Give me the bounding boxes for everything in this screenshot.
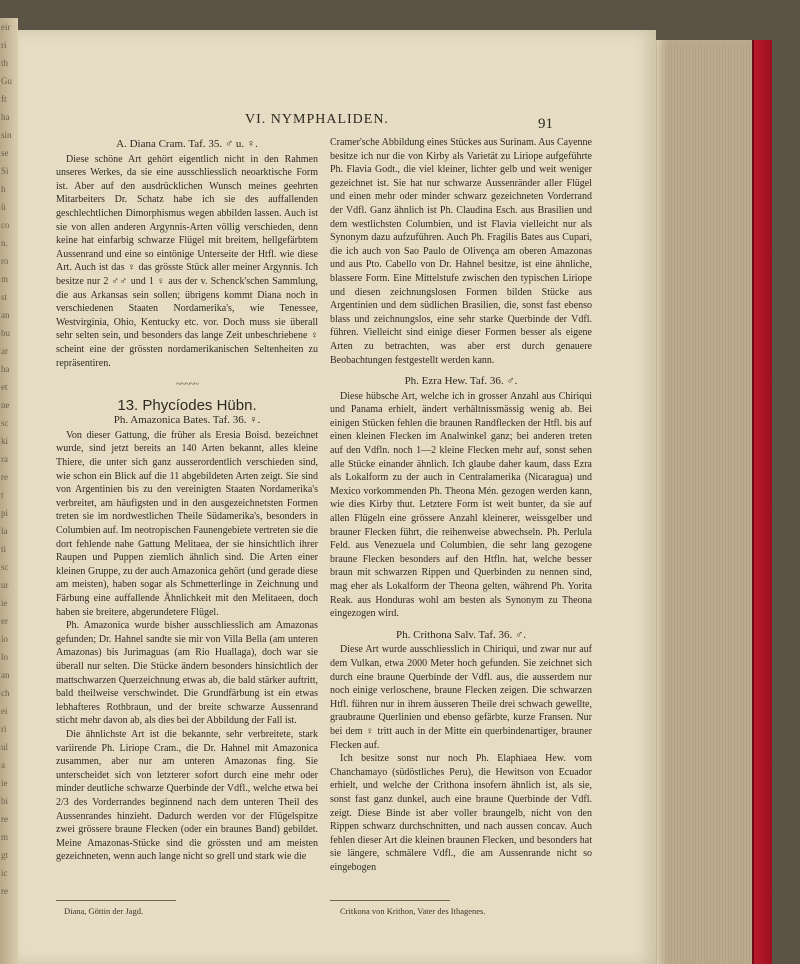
paragraph: Diese schöne Art gehört eigentlich nicht in den Rahmen unseres Werkes, da sie eine ausschliesslich neoarktische Form ist. Aber auf den ausdrücklichen Wunsch meines geehrten Mitarbeiters Dr. Schatz habe ich sie des auffallenden geschlechtlichen Dimorphismus wegen abbilden lassen. Auch ist sie von allen anderen Argynnis-Arten völlig verschieden, denn keine hat einfarbig schwarze Flügel mit breitem, hellgefärbtem Aussenrand und eine so eintönige Unterseite der Htfl. wie diese Art. Auch ist das ♀ das grösste Stück aller meiner Argynnis. Ich besitze nur 2 ♂♂ und 1 ♀ aus der v. Schenck'schen Sammlung, die aus Arkansas sein sollen; übrigens kommt Diana noch in verschiedenen Staaten Nordamerika's, wie Tenessee, Westvirginia, Ohio, Kentucky etc. vor. Doch muss sie überall sehr selten sein, und besonders das lange Zeit unbeschriebene ♀ scheint eine der grössten nordamerikanischen Seltenheiten zu repräsentiren.	[56, 153, 318, 369]
footnote-rule-left	[56, 900, 176, 901]
paragraph: Ph. Amazonica wurde bisher ausschliesslich am Amazonas gefunden; Dr. Hahnel sandte sie mir von Villa Bella (am unteren Amazonas) bis Jurimaguas (am Rio Huallaga), doch war sie überall nur selten. Die Stücke ändern besonders hinsichtlich der mattschwarzen Querzeichnung etwas ab, die bald stärker auftritt, bald theilweise verschwindet. Die Grundfärbung ist ein etwas lebhafteres Rothbraun, und der breite schwarze Aussenrand sticht mehr davon ab, als dies bei der Abbildung der Fall ist.	[56, 620, 318, 727]
paragraph: Die ähnlichste Art ist die bekannte, sehr verbreitete, stark variirende Ph. Liriope Cram., die Dr. Hahnel mit Amazonica zusammen, aber nur am unteren Amazonas fing. Sie unterscheidet sich von letzterer sofort durch eine mehr oder minder deutliche schwarze Querbinde der Vdfl., welche etwa bei 2/3 des Vorderrandes beginnend nach dem unteren Theil des Aussenrandes hinzieht. Dadurch werden vor der Flügelspitze zwei grössere braune Flecken (oder ein braunes Band) gebildet. Meine Amazonas-Stücke sind die grössten und am meisten gezeichneten, wenn auch lange nicht so grell und stark wie die	[56, 728, 318, 863]
heading-amazonica: Ph. Amazonica Bates. Taf. 36. ♀.	[113, 414, 261, 427]
footnote-right: Critkona von Krithon, Vater des Ithagenes.	[340, 906, 486, 916]
heading-crithona: Ph. Crithona Salv. Taf. 36. ♂.	[395, 628, 526, 641]
section-ornament: ~~~~~	[175, 379, 199, 391]
page-block-lines	[650, 44, 750, 964]
right-column	[330, 136, 592, 874]
heading-diana: A. Diana Cram. Taf. 35. ♂ u. ♀.	[116, 138, 258, 150]
page-number: 91	[538, 116, 553, 132]
facing-page-edge: eir ri th Gu ft ha sin se Si h ü co n. ro m st an bu ar ha et ne sc ki ra re t pi la ti sc ur ie er io lo an ch ei ri ul a ie bi re m gt ic re	[0, 18, 18, 964]
paragraph: Diese hübsche Art, welche ich in grosser Anzahl aus Chiriqui und Panama erhielt, ändert verhältnissmässig wenig ab. Bei einigen Stücken fehlen die braunen Randflecken der Htfl. bis auf einen kleinen Flecken im Analwinkel ganz; bei anderen treten auf den Vdfln. noch 1—2 kleine Flecken mehr auf, sonst sehen alle Stücke einander ähnlich. Ich glaube daher kaum, dass Ezra als Lokalform zu der auch in Centralamerika (Nicaragua) und Mexico vorkommenden Ph. Theona Mén. gezogen werden kann, wie dies Kirby thut. Letztere Form ist weit bunter, da sie auf allen Flügeln eine grössere Anzahl kleinerer, weissgelber und brauner Flecken führt, die reihenweise abwechseln. Ph. Perlula Feld. aus Venezuela und Columbien, die sehr lang gezogene braune Flecken besonders auf den Htfln. hat, welche besser braun mit schwarzen Rippen und Querbinden zu nennen sind, mag eher als Lokalform der Theona gelten, während Ph. Yorita Reak. aus Honduras wohl am besten als Synonym zu Theona eingezogen wird.	[330, 390, 592, 620]
running-header: VI. NYMPHALIDEN.	[245, 112, 389, 127]
heading-ezra: Ph. Ezra Hew. Taf. 36. ♂.	[404, 375, 518, 388]
paragraph: Ich besitze sonst nur noch Ph. Elaphiaea Hew. vom Chanchamayo (südöstliches Peru), die Hewitson von Ecuador erhielt, und welche der Crithona insofern ähnlich ist, als sie, sonst fast ganz dunkel, auch eine braune Querbinde der Vdfl. zeigt. Diese Binde ist aber voller braungelb, nicht von den Rippen schwarz durchschnitten, und nach aussen concav. Auch fehlen dieser Art die kleinen braunen Flecken, und besonders hat sie längere, schmälere Vdfl., die am Aussenrande nicht so eingebogen	[330, 753, 592, 873]
genus-heading: 13. Phycíodes Hübn.	[117, 396, 257, 414]
left-column	[56, 136, 318, 864]
footnote-left: Diana, Göttin der Jagd.	[64, 906, 144, 916]
book-cover-edge	[752, 40, 772, 964]
footnote-rule-right	[330, 900, 450, 901]
paragraph: Diese Art wurde ausschliesslich in Chiriqui, und zwar nur auf dem Vulkan, etwa 2000 Meter hoch gefunden. Sie zeichnet sich durch eine braune Querbinde der Vdfl. aus, die ausserdem nur noch einige verloschene, braune Flecken zeigen. Die schwarzen Htfl. führen nur in ihrem äusseren Theile drei schwach gewellte, graubraune Querlinien und ebenso gefärbte, kurze Fransen. Nur bei dem ♀ tritt auch in der Mitte ein querbindenartiger, brauner Flecken auf.	[330, 644, 592, 751]
paragraph: Cramer'sche Abbildung eines Stückes aus Surinam. Aus Cayenne besitze ich nur die von Kirby als Varietät zu Liriope aufgeführte Ph. Flavia Godt., die viel kleiner, lichter gelb und weit weniger gezeichnet ist. Sie hat nur schwarze Aussenränder aller Flügel und einen mehr oder minder schwarz gezeichneten Vorderrand der Vdfl. Ganz ähnlich ist Ph. Claudina Esch. aus Brasilien und dem westlichsten Columbien, und ist Flavia vielleicht nur als Synonym dazu aufzuführen. Auch Ph. Fragilis Bates aus Cupari, die ich auch von Sao Paulo de Olivença am oberen Amazonas und aus Pto. Cabello von Dr. Hahnel besitze, ist eine ähnliche, blassere Form. Eine Mittelstufe zwischen den typischen Liriope und diesen zeichnungslosen Formen bilden Stücke aus Argentinien und dem südlichen Brasilien, die, sonst fast ebenso blass und zeichnungslos, eine sehr starke Querbinde der Vdfl. führen. Vielleicht sind einige dieser Formen besser als eigene Arten zu betrachten, was aber erst durch genauere Beobachtungen festgestellt werden kann.	[330, 137, 592, 366]
paragraph: Von dieser Gattung, die früher als Eresia Boisd. bezeichnet wurde, sind jetzt bereits an 140 Arten bekannt, alles kleine Thiere, die unter sich ganz ausserordentlich verschieden sind, wie schon ein Blick auf die 11 abgebildeten Arten zeigt. Sie sind von Argentinien bis zu den vereinigten Staaten Nordamerika's verbreitet, am häufigsten und in den ausgezeichnetsten Formen treten sie im nordwestlichen Theile Südamerika's, besonders in Columbien auf. Im neotropischen Faunengebiete vertreten sie die dort fehlende nahe Gattung Melitaea, der sie hinsichtlich ihrer Raupen und Puppen ziemlich ähnlich sind. Die Arten einer kleinen Gruppe, zu der auch Amazonica gehört (und gerade diese am meisten), haben sogar als Schmetterlinge in Zeichnung und Färbung eine auffallende Ähnlichkeit mit den Melitaeen, doch haben sie breitere, abgerundetere Flügel.	[56, 429, 318, 618]
